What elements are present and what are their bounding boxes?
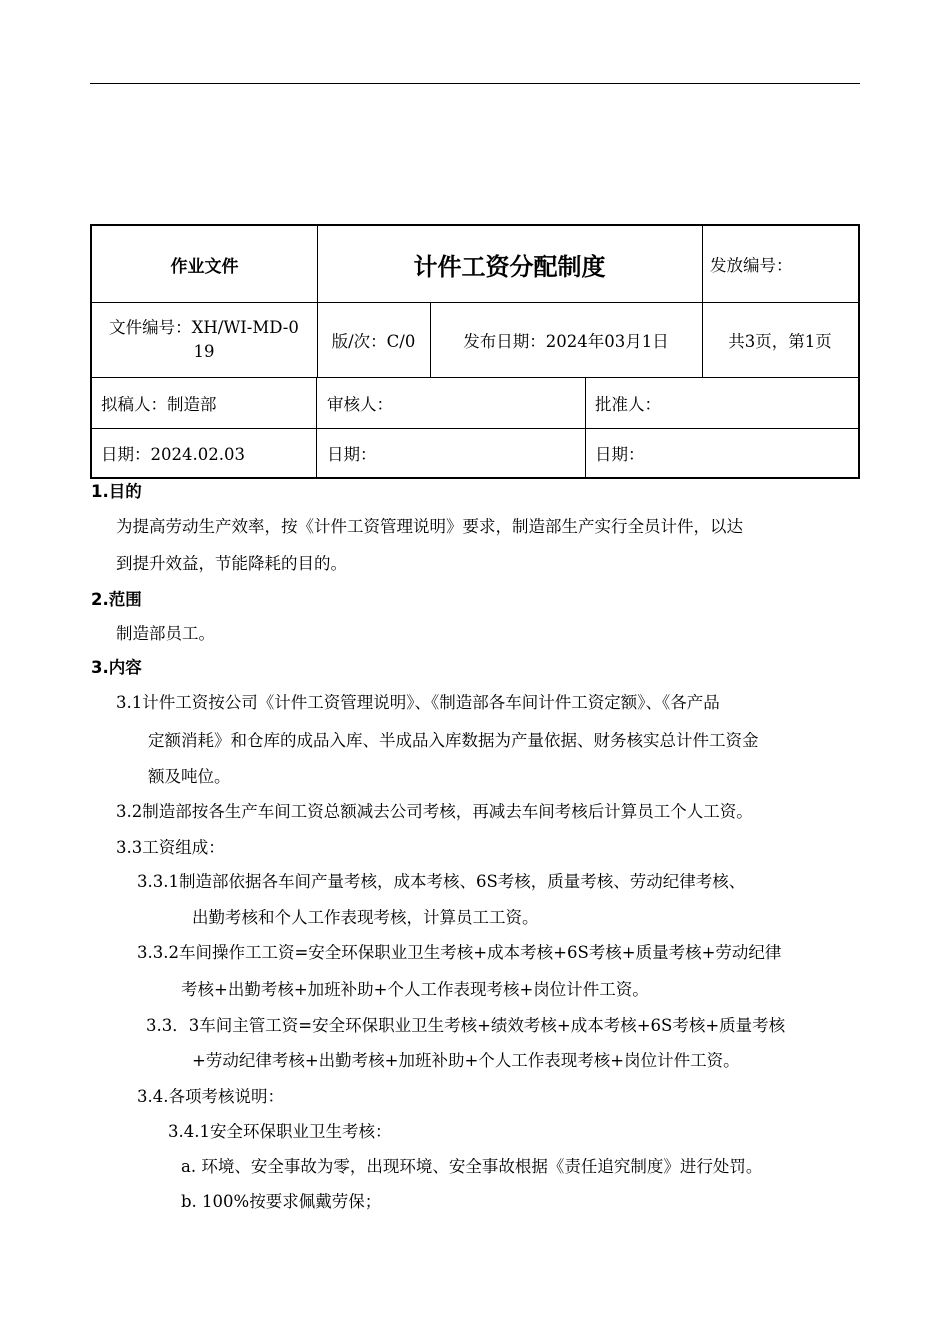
version: 版/次：C/0 — [331, 331, 416, 351]
clause-3-3-3: +劳动纪律考核+出勤考核+加班补助+个人工作表现考核+岗位计件工资。 — [192, 1051, 740, 1070]
approver: 批准人： — [595, 394, 661, 414]
section-2-text: 制造部员工。 — [116, 624, 215, 643]
clause-3-4: 3.4.各项考核说明： — [137, 1087, 284, 1106]
clause-3-1: 额及吨位。 — [148, 767, 231, 786]
document-header-table — [90, 224, 860, 479]
page-count: 共3页，第1页 — [728, 331, 832, 351]
clause-3-2: 3.2制造部按各生产车间工资总额减去公司考核，再减去车间考核后计算员工个人工资。 — [116, 802, 753, 821]
document-title: 计件工资分配制度 — [413, 252, 606, 281]
section-1-text: 到提升效益，节能降耗的目的。 — [116, 554, 347, 573]
table-rule — [316, 377, 317, 477]
section-2-heading: 2.范围 — [91, 590, 142, 609]
clause-3-4-1: 3.4.1安全环保职业卫生考核： — [168, 1122, 392, 1141]
section-1-text: 为提高劳动生产效率，按《计件工资管理说明》要求，制造部生产实行全员计件，以达 — [116, 517, 743, 536]
section-3-heading: 3.内容 — [91, 658, 142, 677]
clause-3-1: 定额消耗》和仓库的成品入库、半成品入库数据为产量依据、财务核实总计件工资金 — [148, 731, 759, 750]
draft-date: 日期：2024.02.03 — [101, 444, 245, 464]
clause-3-3-1: 出勤考核和个人工作表现考核，计算员工工资。 — [192, 908, 539, 927]
header-rule — [90, 83, 860, 84]
section-1-heading: 1.目的 — [91, 482, 142, 501]
list-item-b: b. 100%按要求佩戴劳保； — [181, 1192, 382, 1211]
doc-type-label: 作业文件 — [170, 256, 239, 277]
release-date: 发布日期：2024年03月1日 — [463, 331, 669, 351]
clause-3-3-2: 考核+出勤考核+加班补助+个人工作表现考核+岗位计件工资。 — [181, 980, 649, 999]
file-number: 文件编号：XH/WI-MD-019 — [109, 317, 299, 361]
clause-3-3-3: 3.3．3车间主管工资=安全环保职业卫生考核+绩效考核+成本考核+6S考核+质量考核 — [146, 1016, 786, 1035]
drafter: 拟稿人：制造部 — [101, 394, 217, 414]
review-date: 日期： — [327, 444, 377, 464]
clause-3-3-1: 3.3.1制造部依据各车间产量考核，成本考核、6S考核，质量考核、劳动纪律考核、 — [137, 872, 746, 891]
list-item-a: a. 环境、安全事故为零，出现环境、安全事故根据《责任追究制度》进行处罚。 — [181, 1157, 763, 1176]
table-rule — [585, 377, 586, 477]
clause-3-1: 3.1计件工资按公司《计件工资管理说明》、《制造部各车间计件工资定额》、《各产品 — [116, 693, 720, 712]
issue-number-label: 发放编号： — [710, 256, 793, 275]
approve-date: 日期： — [595, 444, 645, 464]
reviewer: 审核人： — [327, 394, 393, 414]
clause-3-3-2: 3.3.2车间操作工工资=安全环保职业卫生考核+成本考核+6S考核+质量考核+劳动纪律 — [137, 943, 782, 962]
clause-3-3: 3.3工资组成： — [116, 838, 225, 857]
